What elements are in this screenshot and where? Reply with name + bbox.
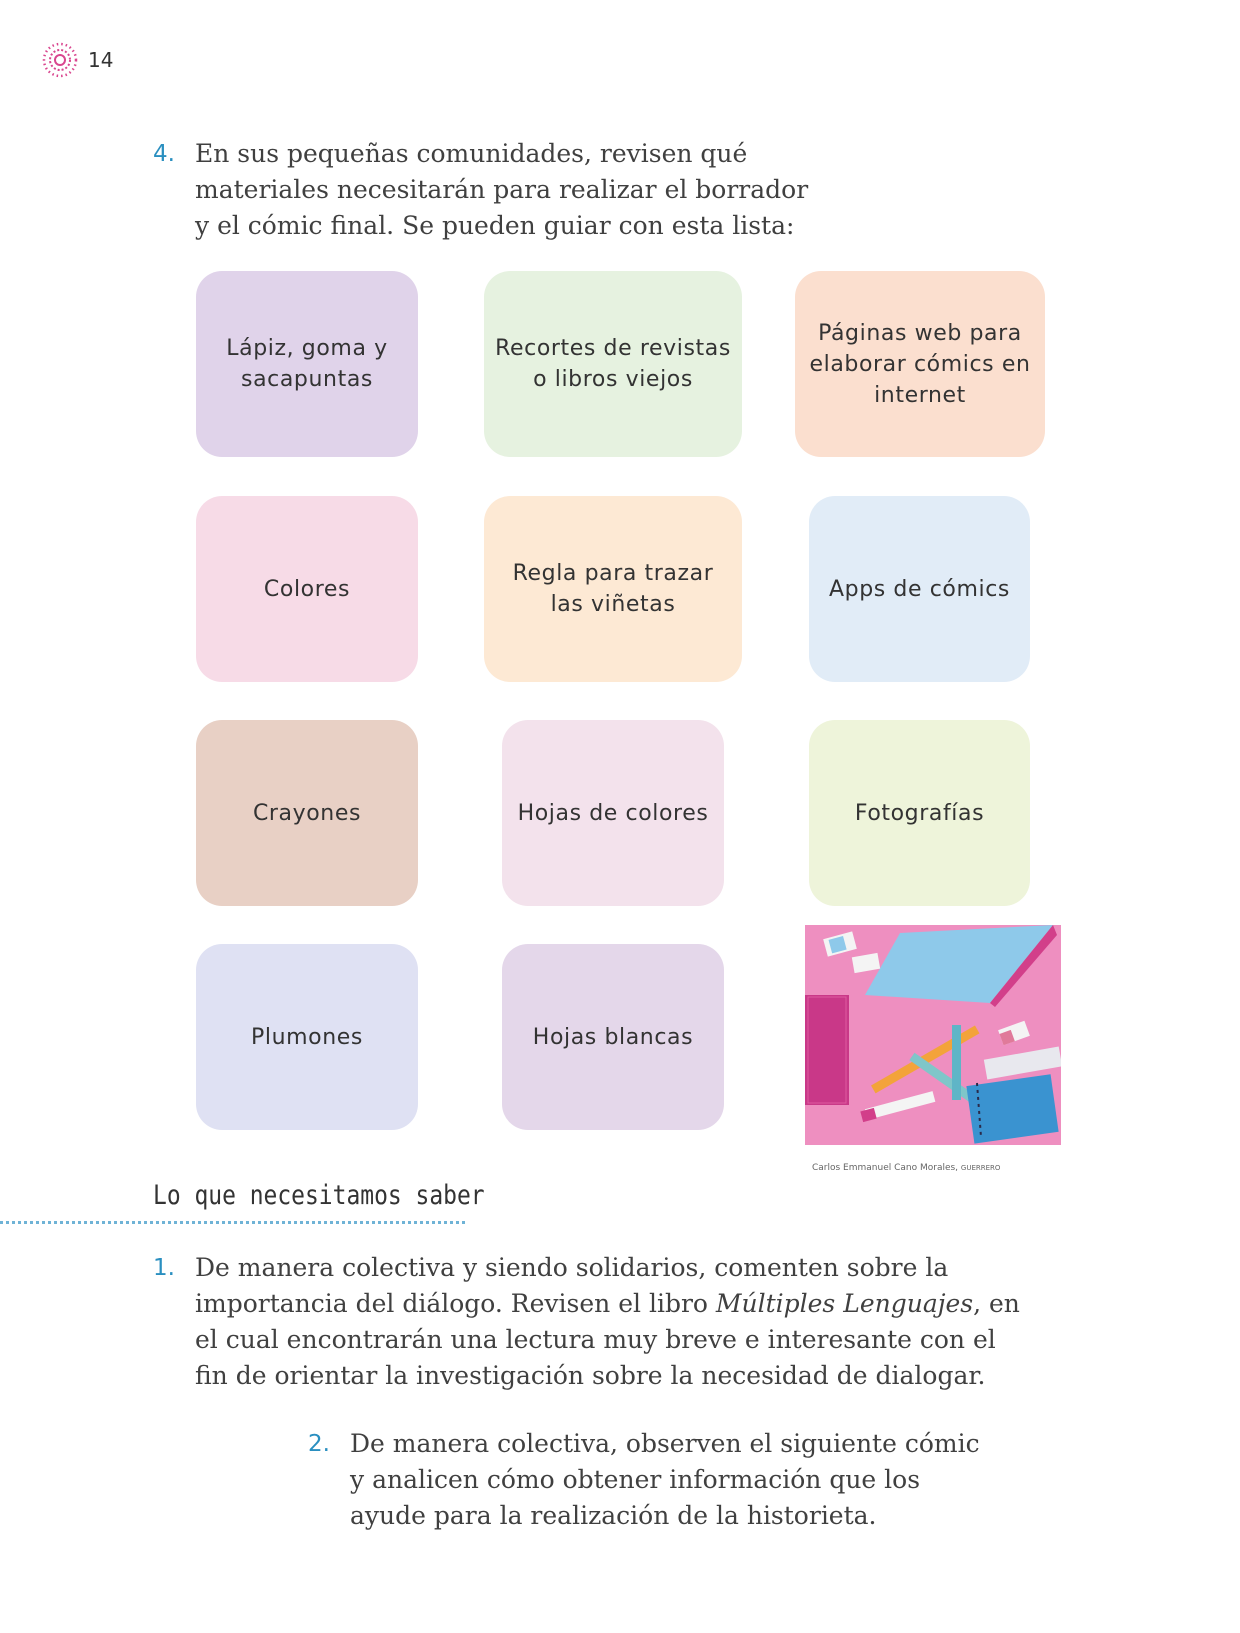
material-card: Hojas de colores: [502, 720, 724, 906]
material-card: Recortes de revistas o libros viejos: [484, 271, 742, 457]
step-4: [153, 136, 809, 244]
page-header: [40, 40, 113, 80]
item-line: fin de orientar la investigación sobre la necesidad de dialogar.: [195, 1361, 986, 1390]
book-title: Múltiples Lenguajes: [715, 1289, 974, 1318]
step-line: En sus pequeñas comunidades, revisen qué: [195, 139, 748, 168]
item-text: , en: [973, 1289, 1020, 1318]
material-card: Lápiz, goma y sacapuntas: [196, 271, 418, 457]
material-card: Colores: [196, 496, 418, 682]
item-line: [195, 1286, 1020, 1322]
illustration-credit: [812, 1163, 1000, 1173]
heading-dotted-rule: [0, 1221, 465, 1224]
material-card: Hojas blancas: [502, 944, 724, 1130]
step-number: 4.: [153, 141, 175, 167]
item-2: [308, 1426, 980, 1534]
item-line: De manera colectiva, observen el siguiente cómic: [350, 1429, 980, 1458]
item-number: 2.: [308, 1431, 330, 1457]
step-line: y el cómic final. Se pueden guiar con esta lista:: [195, 211, 795, 240]
item-line: y analicen cómo obtener información que los: [350, 1465, 921, 1494]
step-line: materiales necesitarán para realizar el borrador: [195, 175, 809, 204]
material-card: Regla para trazar las viñetas: [484, 496, 742, 682]
page-number: 14: [88, 48, 114, 72]
item-line: el cual encontrarán una lectura muy breve e interesante con el: [195, 1325, 996, 1354]
item-number: 1.: [153, 1255, 175, 1281]
sun-ornament-icon: [40, 40, 80, 80]
item-line: De manera colectiva y siendo solidarios, comenten sobre la: [195, 1253, 949, 1282]
section-heading: Lo que necesitamos saber: [153, 1180, 485, 1211]
credit-name: Carlos Emmanuel Cano Morales,: [812, 1163, 961, 1173]
material-card: Fotografías: [809, 720, 1030, 906]
material-card: Páginas web para elaborar cómics en internet: [795, 271, 1045, 457]
material-card: Plumones: [196, 944, 418, 1130]
material-card: Crayones: [196, 720, 418, 906]
item-text: importancia del diálogo. Revisen el libro: [195, 1289, 716, 1318]
item-1: [153, 1250, 1020, 1394]
credit-state: GUERRERO: [960, 1164, 1001, 1172]
school-supplies-illustration: [805, 925, 1061, 1145]
material-card: Apps de cómics: [809, 496, 1030, 682]
item-line: ayude para la realización de la historieta.: [350, 1501, 877, 1530]
